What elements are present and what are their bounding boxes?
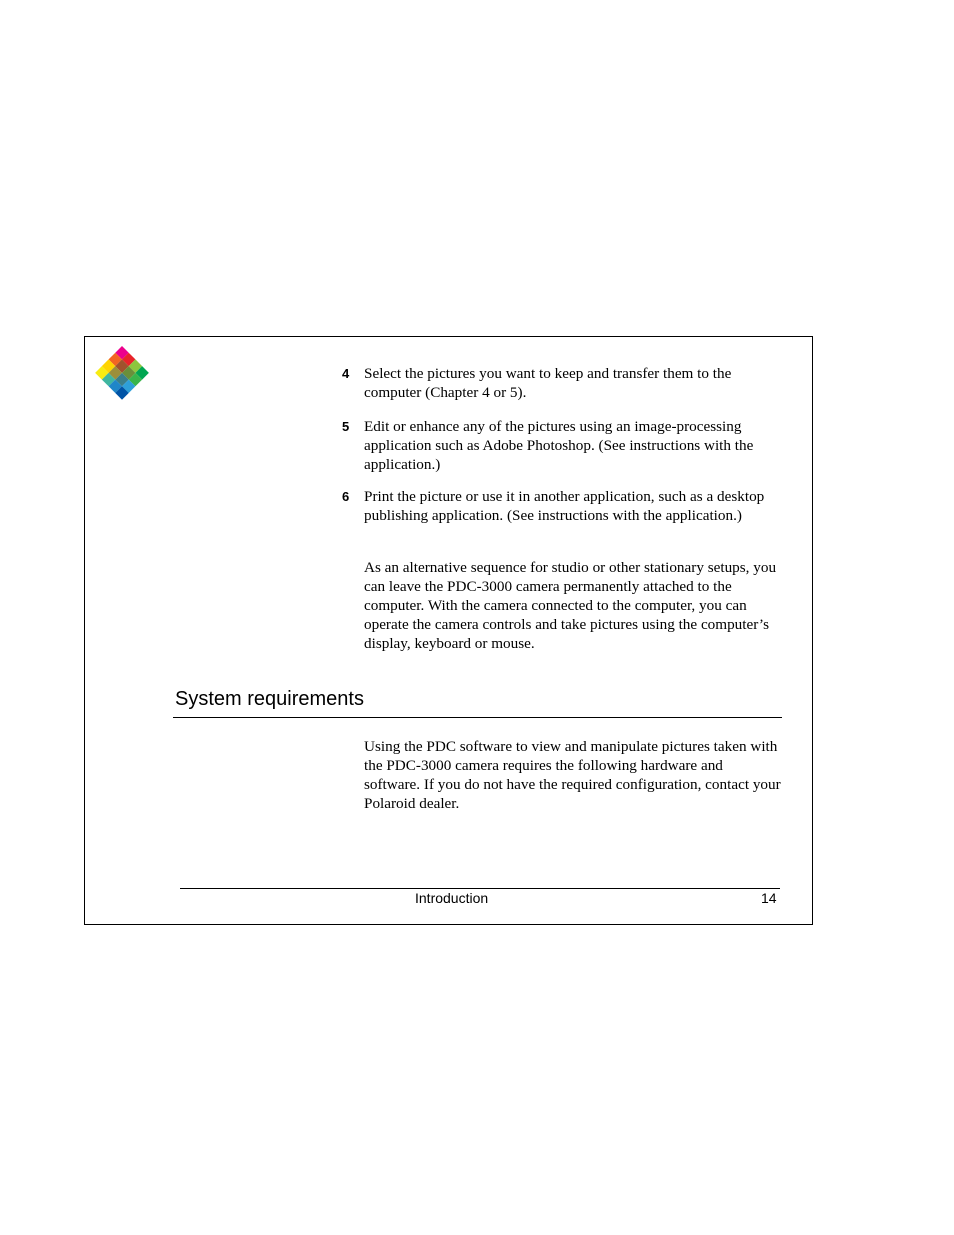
step-text: Print the picture or use it in another application, such as a desktop publishing application. (See instructions with the application.) — [364, 488, 765, 524]
step-text: Edit or enhance any of the pictures using an image-processing application such as Adobe Photoshop. (See instructions with the application.) — [364, 418, 754, 473]
section-body-paragraph: Using the PDC software to view and manipulate pictures taken with the PDC-3000 camera requires the following hardware and software. If you do not have the required configuration, contact your Polaroid dealer. — [364, 738, 781, 812]
alt-sequence-paragraph: As an alternative sequence for studio or other stationary setups, you can leave the PDC-3000 camera permanently attached to the computer. With the camera connected to the computer, you can operate the camera controls and take pictures using the computer’s display, keyboard or mouse. — [364, 559, 777, 652]
footer-section-name: Introduction — [415, 890, 489, 906]
polaroid-diamond-logo-icon — [95, 346, 149, 400]
section-title: System requirements — [175, 688, 364, 710]
step-text: Select the pictures you want to keep and transfer them to the computer (Chapter 4 or 5). — [364, 365, 732, 401]
footer-divider — [180, 888, 780, 889]
step-number: 5 — [342, 419, 350, 434]
step-number: 4 — [342, 366, 350, 381]
step-number: 6 — [342, 489, 350, 504]
footer-page-number: 14 — [761, 890, 777, 906]
section-divider — [173, 717, 782, 718]
